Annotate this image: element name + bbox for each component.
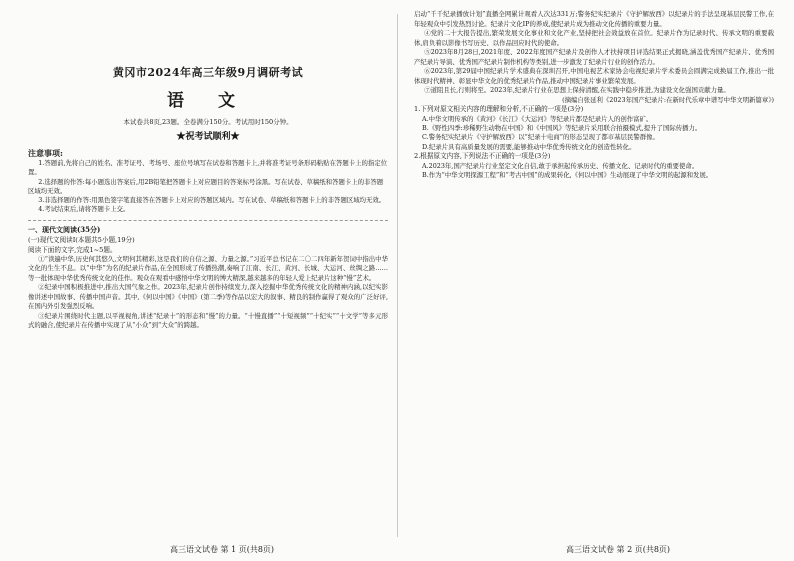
passage-paragraph: ③纪录片围绕时代主题,以平视视角,讲述“纪录十”的形态和“慢”的力量。“十慢直播”“十短视频”“十纪实”“十文学”等多元形式的融合,使纪录片在传播中实现了从“小众”到“大众”的跨越。: [28, 311, 388, 330]
notice-item: 1.答题前,先将自己的姓名、准考证号、考场号、座位号填写在试卷和答题卡上,并将准考证号条形码粘贴在答题卡上的指定位置。: [28, 159, 388, 177]
page-2: [414, 10, 774, 537]
exam-meta: 本试卷共8页,23题。全卷满分150分。考试用时150分钟。: [123, 118, 293, 126]
passage-paragraph: ⑦道阻且长,行则将至。2023年,纪录片行业在思想上保持清醒,在实践中稳步推进,为建设文化强国贡献力量。: [424, 86, 730, 94]
section-heading: 一、现代文阅读(35分): [28, 224, 101, 234]
notice-item: 4.考试结束后,请将答题卡上交。: [38, 205, 130, 214]
page-2-footer: 高三语文试卷 第 2 页(共8页): [566, 545, 671, 554]
question-2-option-b: B.作为“中华文明探源工程”和“考古中国”的成果转化,《何以中国》生动展现了中华文明的起源和发展。: [422, 171, 713, 180]
exam-title: 黄冈市2024年高三年级9月调研考试: [112, 66, 304, 79]
good-luck-line: ★祝考试顺利★: [176, 132, 240, 142]
question-1: 1.下列对原文相关内容的理解和分析,不正确的一项是(3分): [414, 105, 584, 113]
page-1-footer: 高三语文试卷 第 1 页(共8页): [170, 545, 275, 554]
question-1-option-b: B.《野性四季:珍稀野生动物在中国》和《中国风》等纪录片采用联合拍摄模式,提升了国际传播力。: [422, 124, 702, 132]
reading-instruction: 阅读下面的文字,完成1~5题。: [28, 245, 117, 254]
question-2-option-a: A.2023年,国产纪录片行业坚定文化自信,敢于承担起传承历史、传播文化、记录时代的重要使命。: [422, 161, 699, 170]
notice-item: 2.选择题的作答:每小题选出答案后,用2B铅笔把答题卡上对应题目的答案标号涂黑。写在试卷、草稿纸和答题卡上的非答题区域均无效。: [28, 177, 384, 195]
passage-source: (摘编自张延利《2023年国产纪录片:在新时代乐章中谱写中华文明新篇章》): [562, 95, 774, 104]
passage-paragraph: ②纪录中国积极推进中,推出大国气象之作。2023年,纪录片创作持续发力,深入挖掘中华优秀传统文化的精神内涵,以纪实影像讲述中国故事、传播中国声音。其中,《何以中国》《中国》(第二季)等作品以宏大的叙事、精良的制作赢得了观众的广泛好评,在国内外引发强烈反响。: [28, 283, 388, 311]
page-1: [28, 10, 388, 537]
passage-paragraph: ⑤2023年8月28日,2021年度、2022年度国产纪录片及创作人才扶持项目评选结果正式揭晓,涵盖优秀国产纪录片、优秀国产纪录片导演、优秀国产纪录片制作机构等类别,进一步激发了纪录片行业的创作活力。: [414, 48, 774, 66]
page-divider: [397, 14, 398, 537]
passage-paragraph: ④党的二十大报告提出,繁荣发展文化事业和文化产业,坚持把社会效益放在首位。纪录片作为记录时代、传承文明的重要载体,肩负着以影像书写历史、以作品回应时代的使命。: [414, 29, 774, 47]
passage-paragraph: 启动“千千纪录播放计划”直播全网累计观看人次达331万;警务纪实纪录片《守护解放西》以纪录片的手法呈现基层民警工作,在年轻观众中引发热烈讨论。纪录片文化IP的养成,使纪录片成为推动文化传播的重要力量。: [414, 10, 774, 28]
question-1-option-d: D.纪录片具有高质量发展的需要,能够推动中华优秀传统文化的创造性转化。: [422, 142, 636, 151]
notice-heading: 注意事项:: [28, 148, 63, 158]
question-1-option-c: C.警务纪实纪录片《守护解放西》以“纪录十电商”的形态呈现了都市基层民警群像。: [422, 133, 659, 142]
subject-title: 语 文: [167, 91, 249, 111]
section-divider: [28, 220, 388, 221]
question-1-option-a: A.中华文明传承的《黄河》《长江》《大运河》等纪录片都是纪录片人的创作富矿。: [422, 114, 653, 123]
passage-paragraph: ①“读遍中华,历史何其悠久,文明何其精彩,这是我们的自信之源、力量之源。”习近平总书记在二〇二四年新年贺词中指出中华文化的生生不息。以“中华”为名的纪录片作品,在全国形成了传播热潮,奏响了江南、长江、黄河、长城、大运河、丝绸之路……等一批体现中华优秀传统文化的佳作。观众在观看中感悟中华文明的博大精深,越来越多的年轻人爱上纪录片这种“慢”艺术。: [28, 254, 388, 282]
passage-paragraph: ⑥2023年,第29届中国纪录片学术盛典在深圳召开,中国电视艺术家协会电视纪录片学术委员会圆满完成换届工作,推出一批体现时代精神、彰显中华文化的优秀纪录片作品,推动中国纪录片事业繁荣发展。: [414, 67, 774, 85]
notice-item: 3.非选择题的作答:用黑色签字笔直接答在答题卡上对应的答题区域内。写在试卷、草稿纸和答题卡上的非答题区域均无效。: [38, 196, 386, 205]
notice-list: [28, 159, 388, 215]
subsection-heading: (一)现代文阅读Ⅰ(本题共5小题,19分): [28, 235, 135, 244]
question-2: 2.根据原文内容,下列说法不正确的一项是(3分): [414, 152, 551, 161]
